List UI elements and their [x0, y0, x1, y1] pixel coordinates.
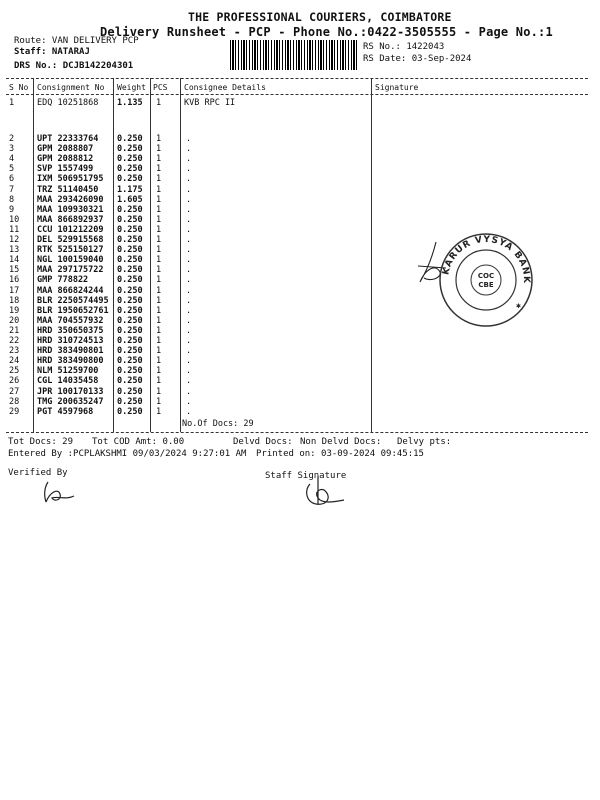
drs-number: DRS No.: DCJB142204301: [14, 61, 134, 71]
row-pcs: 1: [156, 204, 162, 215]
col-header-pcs: PCS: [153, 83, 168, 92]
document-subtitle: Delivery Runsheet - PCP - Phone No.:0422-3505555 - Page No.:1: [100, 25, 553, 39]
row-consignment-no: CCU 101212209: [37, 224, 104, 235]
total-cod-amount: Tot COD Amt: 0.00: [92, 437, 185, 447]
row-consignee-details: .: [186, 325, 192, 336]
row-sno: 10: [9, 214, 20, 225]
row-pcs: 1: [156, 366, 162, 377]
row-consignment-no: IXM 506951795: [37, 174, 104, 185]
row-consignment-no: RTK 525150127: [37, 245, 104, 256]
row-weight: 0.250: [117, 245, 143, 256]
row-sno: 25: [9, 366, 20, 377]
row-consignment-no: GPM 2088812: [37, 154, 94, 165]
svg-text:CBE: CBE: [478, 281, 494, 289]
row-consignment-no: DEL 529915568: [37, 235, 104, 245]
row-consignee-details: .: [186, 275, 192, 286]
row-sno: 27: [9, 386, 20, 397]
row-consignment-no: UPT 22333764: [37, 134, 99, 144]
row-consignment-no: MAA 704557932: [37, 315, 104, 326]
row-consignment-no: MAA 293426090: [37, 194, 104, 205]
row-weight: 1.605: [117, 194, 143, 205]
row-sno: 18: [9, 295, 20, 306]
row-consignment-no: PGT 4597968: [37, 406, 94, 417]
rs-number: RS No.: 1422043: [363, 42, 445, 52]
no-of-docs: No.Of Docs: 29: [182, 419, 254, 429]
row-consignment-no: MAA 866824244: [37, 285, 104, 296]
row-consignee-details: .: [186, 336, 192, 346]
total-docs: Tot Docs: 29: [8, 437, 74, 447]
row-sno: 19: [9, 305, 20, 316]
table-row: [0, 397, 600, 407]
row-pcs: 1: [156, 255, 162, 266]
row-weight: 0.250: [117, 224, 143, 235]
row-consignee-details: .: [186, 235, 192, 245]
row-weight: 1.175: [117, 184, 143, 195]
table-top-rule: [6, 78, 588, 79]
row-weight: 0.250: [117, 386, 143, 397]
row-pcs: 1: [156, 194, 162, 205]
row-pcs: 1: [156, 336, 162, 346]
table-row: [0, 407, 600, 417]
row-pcs: 1: [156, 174, 162, 185]
row-consignee-details: .: [186, 144, 192, 155]
row-weight: 0.250: [117, 204, 143, 215]
col-header-consignment: Consignment No: [37, 83, 105, 92]
row-consignment-no: HRD 350650375: [37, 325, 104, 336]
row-sno: 2: [9, 134, 15, 144]
table-row: [0, 134, 600, 144]
row-sno: 8: [9, 194, 15, 205]
row-sno: 9: [9, 204, 15, 215]
table-row: [0, 356, 600, 366]
row-weight: 0.250: [117, 305, 143, 316]
document-title: THE PROFESSIONAL COURIERS, COIMBATORE: [188, 10, 452, 24]
row-pcs: 1: [156, 134, 162, 144]
row-sno: 7: [9, 184, 15, 195]
row-sno: 1: [9, 98, 15, 108]
row-consignment-no: MAA 866892937: [37, 214, 104, 225]
verifier-signature: [40, 478, 80, 508]
svg-text:KARUR VYSYA BANK: KARUR VYSYA BANK: [441, 234, 532, 284]
row-weight: 0.250: [117, 396, 143, 407]
row-consignment-no: TRZ 51140450: [37, 184, 99, 195]
row-consignee-details: KVB RPC II: [184, 98, 236, 108]
row-consignee-details: .: [186, 255, 192, 266]
row-sno: 24: [9, 356, 20, 367]
row-consignee-details: .: [186, 154, 192, 165]
row-sno: 23: [9, 346, 20, 357]
row-consignee-details: .: [186, 396, 192, 407]
row-sno: 3: [9, 144, 15, 155]
row-consignment-no: HRD 383490800: [37, 356, 104, 367]
row-consignment-no: TMG 200635247: [37, 396, 104, 407]
row-pcs: 1: [156, 376, 162, 387]
row-weight: 0.250: [117, 336, 143, 346]
table-row: [0, 174, 600, 184]
row-sno: 29: [9, 406, 20, 417]
row-weight: 0.250: [117, 346, 143, 357]
row-pcs: 1: [156, 224, 162, 235]
row-consignment-no: CGL 14035458: [37, 376, 99, 387]
table-bottom-rule: [6, 432, 588, 433]
row-sno: 16: [9, 275, 20, 286]
row-consignment-no: JPR 100170133: [37, 386, 104, 397]
table-row: [0, 336, 600, 346]
row-pcs: 1: [156, 396, 162, 407]
row-consignee-details: .: [186, 184, 192, 195]
row-weight: 0.250: [117, 325, 143, 336]
table-row: [0, 144, 600, 154]
row-pcs: 1: [156, 295, 162, 306]
row-weight: 0.250: [117, 174, 143, 185]
row-consignee-details: .: [186, 406, 192, 417]
table-row: [0, 366, 600, 376]
row-consignment-no: MAA 297175722: [37, 265, 104, 276]
row-pcs: 1: [156, 214, 162, 225]
verified-by-label: Verified By: [8, 468, 68, 478]
row-consignee-details: .: [186, 376, 192, 387]
row-consignee-details: .: [186, 245, 192, 256]
row-consignment-no: HRD 310724513: [37, 336, 104, 346]
row-pcs: 1: [156, 325, 162, 336]
row-consignment-no: GPM 2088807: [37, 144, 94, 155]
row-sno: 12: [9, 235, 20, 245]
row-pcs: 1: [156, 245, 162, 256]
non-delivered-docs: Non Delvd Docs:: [300, 437, 382, 447]
row-weight: 0.250: [117, 144, 143, 155]
row-weight: 0.250: [117, 366, 143, 377]
row-sno: 26: [9, 376, 20, 387]
row-pcs: 1: [156, 98, 162, 108]
row-sno: 15: [9, 265, 20, 276]
row-weight: 0.250: [117, 356, 143, 367]
staff-signature: [300, 474, 350, 508]
row-pcs: 1: [156, 346, 162, 357]
row-consignment-no: EDQ 10251868: [37, 98, 99, 108]
row-consignment-no: NGL 100159040: [37, 255, 104, 266]
rs-date: RS Date: 03-Sep-2024: [363, 54, 472, 64]
col-header-sno: S No: [9, 83, 29, 92]
row-pcs: 1: [156, 154, 162, 165]
printed-on: Printed on: 03-09-2024 09:45:15: [256, 449, 424, 459]
row-sno: 4: [9, 154, 15, 165]
row-sno: 22: [9, 336, 20, 346]
table-row: [0, 205, 600, 215]
row-pcs: 1: [156, 356, 162, 367]
row-consignment-no: MAA 109930321: [37, 204, 104, 215]
row-sno: 28: [9, 396, 20, 407]
table-row: [0, 185, 600, 195]
row-consignee-details: .: [186, 366, 192, 377]
row-consignment-no: GMP 778822: [37, 275, 89, 286]
row-consignment-no: BLR 1950652761: [37, 305, 109, 316]
row-weight: 0.250: [117, 295, 143, 306]
table-row: [0, 346, 600, 356]
row-sno: 13: [9, 245, 20, 256]
row-consignee-details: .: [186, 164, 192, 175]
row-weight: 0.250: [117, 376, 143, 387]
row-weight: 0.250: [117, 255, 143, 266]
row-sno: 21: [9, 325, 20, 336]
row-consignee-details: .: [186, 386, 192, 397]
row-consignee-details: .: [186, 265, 192, 276]
table-row: [0, 98, 600, 108]
row-consignment-no: SVP 1557499: [37, 164, 94, 175]
row-pcs: 1: [156, 265, 162, 276]
row-consignment-no: HRD 383490801: [37, 346, 104, 357]
table-row: [0, 215, 600, 225]
row-pcs: 1: [156, 386, 162, 397]
row-sno: 17: [9, 285, 20, 296]
table-row: [0, 387, 600, 397]
row-pcs: 1: [156, 184, 162, 195]
row-weight: 0.250: [117, 154, 143, 165]
row-sno: 20: [9, 315, 20, 326]
col-header-signature: Signature: [375, 83, 419, 92]
row-pcs: 1: [156, 144, 162, 155]
route-label: Route: VAN DELIVERY PCP: [14, 36, 139, 46]
row-consignee-details: .: [186, 224, 192, 235]
table-header-rule: [6, 94, 588, 95]
row-consignment-no: BLR 2250574495: [37, 295, 109, 306]
delivered-docs: Delvd Docs:: [233, 437, 293, 447]
row-consignment-no: NLM 51259700: [37, 366, 99, 377]
row-consignee-details: .: [186, 305, 192, 316]
row-consignee-details: .: [186, 134, 192, 144]
row-weight: 0.250: [117, 406, 143, 417]
row-consignee-details: .: [186, 214, 192, 225]
barcode: [230, 40, 357, 70]
staff-label: Staff: NATARAJ: [14, 47, 90, 57]
row-pcs: 1: [156, 406, 162, 417]
row-pcs: 1: [156, 164, 162, 175]
svg-text:COC: COC: [477, 272, 495, 280]
row-weight: 0.250: [117, 285, 143, 296]
row-weight: 1.135: [117, 98, 143, 108]
row-consignee-details: .: [186, 194, 192, 205]
entered-by: Entered By :PCPLAKSHMI 09/03/2024 9:27:01 AM: [8, 449, 247, 459]
row-consignee-details: .: [186, 295, 192, 306]
col-header-consignee: Consignee Details: [184, 83, 266, 92]
row-pcs: 1: [156, 315, 162, 326]
row-consignee-details: .: [186, 356, 192, 367]
row-weight: 0.250: [117, 315, 143, 326]
row-sno: 5: [9, 164, 15, 175]
row-weight: 0.250: [117, 164, 143, 175]
row-weight: 0.250: [117, 214, 143, 225]
row-weight: 0.250: [117, 134, 143, 144]
row-weight: 0.250: [117, 265, 143, 276]
table-row: [0, 376, 600, 386]
col-header-weight: Weight: [117, 83, 146, 92]
table-row: [0, 164, 600, 174]
row-pcs: 1: [156, 285, 162, 296]
row-pcs: 1: [156, 275, 162, 286]
row-sno: 6: [9, 174, 15, 185]
row-consignee-details: .: [186, 174, 192, 185]
row-sno: 11: [9, 224, 20, 235]
row-sno: 14: [9, 255, 20, 266]
table-row: [0, 195, 600, 205]
table-row: [0, 154, 600, 164]
row-consignee-details: .: [186, 315, 192, 326]
svg-text:✱: ✱: [516, 301, 521, 310]
row-consignee-details: .: [186, 285, 192, 296]
row-pcs: 1: [156, 235, 162, 245]
row-weight: 0.250: [117, 275, 143, 286]
delivery-points: Delvy pts:: [397, 437, 452, 447]
row-weight: 0.250: [117, 235, 143, 245]
staff-signature-label: Staff Signature: [265, 471, 347, 481]
row-pcs: 1: [156, 305, 162, 316]
row-consignee-details: .: [186, 204, 192, 215]
row-consignee-details: .: [186, 346, 192, 357]
bank-stamp: [436, 230, 536, 330]
